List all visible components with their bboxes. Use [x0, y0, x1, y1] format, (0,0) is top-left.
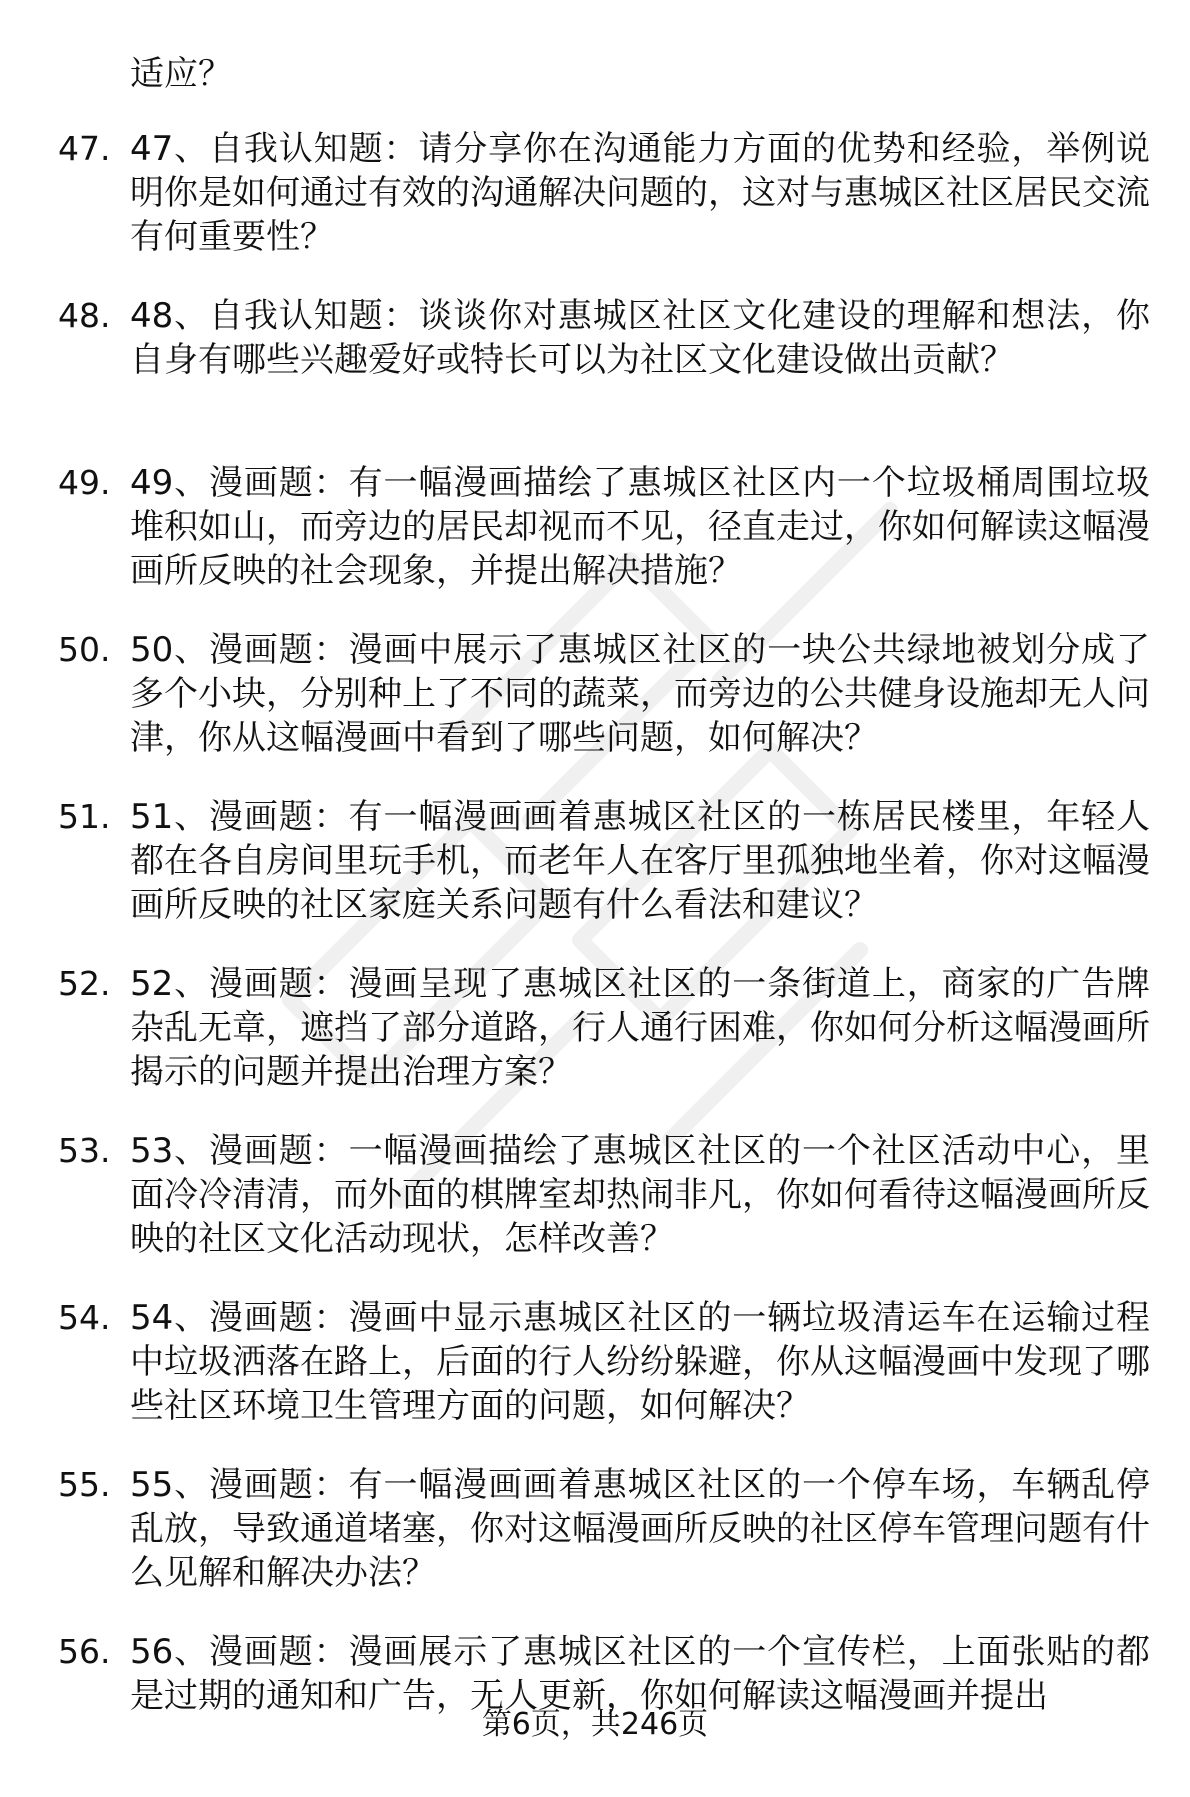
- question-item: [0, 461, 1190, 628]
- question-number: 47.: [58, 129, 111, 168]
- question-text: 55、漫画题：有一幅漫画画着惠城区社区的一个停车场，车辆乱停乱放，导致通道堵塞，你对这幅漫画所反映的社区停车管理问题有什么见解和解决办法？: [130, 1465, 1150, 1593]
- question-text: 49、漫画题：有一幅漫画描绘了惠城区社区内一个垃圾桶周围垃圾堆积如山，而旁边的居民却视而不见，径直走过，你如何解读这幅漫画所反映的社会现象，并提出解决措施？: [130, 463, 1150, 591]
- question-number: 55.: [58, 1465, 111, 1504]
- question-number: 49.: [58, 463, 111, 502]
- question-item: [0, 127, 1190, 294]
- question-text: 47、自我认知题：请分享你在沟通能力方面的优势和经验，举例说明你是如何通过有效的沟通解决问题的，这对与惠城区社区居民交流有何重要性？: [130, 129, 1150, 257]
- question-item: [0, 628, 1190, 795]
- question-list: [0, 127, 1190, 1797]
- question-number: 56.: [58, 1632, 111, 1671]
- question-item: [0, 1129, 1190, 1296]
- question-text: 56、漫画题：漫画展示了惠城区社区的一个宣传栏，上面张贴的都是过期的通知和广告，无人更新，你如何解读这幅漫画并提出: [130, 1632, 1150, 1716]
- question-item: [0, 962, 1190, 1129]
- question-text: 51、漫画题：有一幅漫画画着惠城区社区的一栋居民楼里，年轻人都在各自房间里玩手机，而老年人在客厅里孤独地坐着，你对这幅漫画所反映的社区家庭关系问题有什么看法和建议？: [130, 797, 1150, 925]
- question-text: 54、漫画题：漫画中显示惠城区社区的一辆垃圾清运车在运输过程中垃圾洒落在路上，后面的行人纷纷躲避，你从这幅漫画中发现了哪些社区环境卫生管理方面的问题，如何解决？: [130, 1298, 1150, 1426]
- question-text: 48、自我认知题：谈谈你对惠城区社区文化建设的理解和想法，你自身有哪些兴趣爱好或特长可以为社区文化建设做出贡献？: [130, 296, 1150, 380]
- question-number: 48.: [58, 296, 111, 335]
- question-number: 53.: [58, 1131, 111, 1170]
- question-item: [0, 795, 1190, 962]
- question-text: 53、漫画题：一幅漫画描绘了惠城区社区的一个社区活动中心，里面冷冷清清，而外面的棋牌室却热闹非凡，你如何看待这幅漫画所反映的社区文化活动现状，怎样改善？: [130, 1131, 1150, 1259]
- question-text: 52、漫画题：漫画呈现了惠城区社区的一条街道上，商家的广告牌杂乱无章，遮挡了部分道路，行人通行困难，你如何分析这幅漫画所揭示的问题并提出治理方案？: [130, 964, 1150, 1092]
- question-number: 51.: [58, 797, 111, 836]
- question-number: 52.: [58, 964, 111, 1003]
- page-footer: 第6页，共246页: [481, 1707, 709, 1742]
- continuation-text: 适应？: [130, 54, 232, 94]
- question-text: 50、漫画题：漫画中展示了惠城区社区的一块公共绿地被划分成了多个小块，分别种上了不同的蔬菜，而旁边的公共健身设施却无人问津，你从这幅漫画中看到了哪些问题，如何解决？: [130, 630, 1150, 758]
- question-item: [0, 294, 1190, 461]
- question-number: 54.: [58, 1298, 111, 1337]
- question-item: [0, 1296, 1190, 1463]
- question-number: 50.: [58, 630, 111, 669]
- question-item: [0, 1463, 1190, 1630]
